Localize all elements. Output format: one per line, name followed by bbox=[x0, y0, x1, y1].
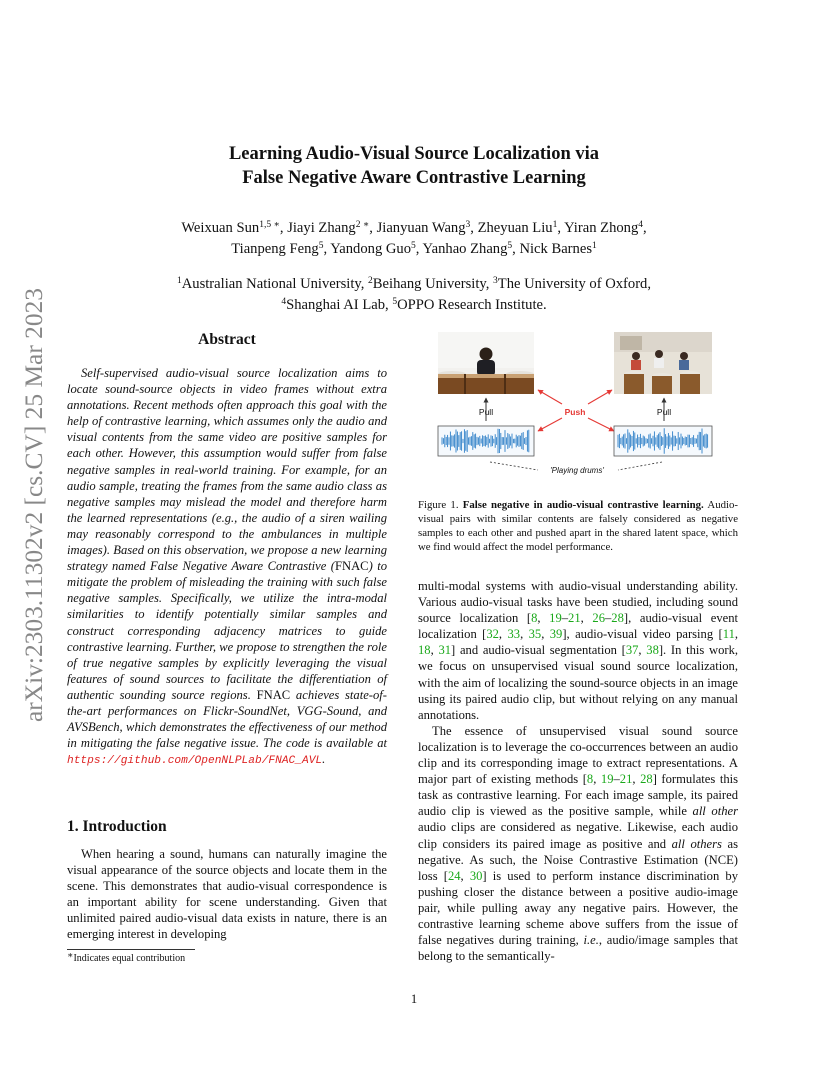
audio-class-label: 'Playing drums' bbox=[550, 466, 604, 475]
citation[interactable]: 39 bbox=[549, 627, 563, 642]
pull-label-left: Pull bbox=[478, 407, 494, 417]
right-column bbox=[418, 578, 738, 964]
author-name: Zheyuan Liu bbox=[477, 220, 553, 236]
affil-sup: 2 bbox=[368, 276, 373, 286]
intro-body: When hearing a sound, humans can naturally imagine the visual appearance of the source objects and locate them in the scene. This demonstrates that audio-visual correspondence is an important ability for scene understanding. Given that unlimited paired audio-visual data exists in nature, there is an emerging interest in developing bbox=[67, 847, 387, 942]
abstract-text: achieves state-of-the-art performances on Flickr-SoundNet, VGG-Sound, and AVSBench, which demonstrates the effectiveness of our method in mitigating the false negative issue. The code is available at bbox=[67, 687, 387, 751]
abstract-body bbox=[67, 365, 387, 769]
text-run: – bbox=[605, 611, 612, 626]
text-run: , bbox=[593, 772, 601, 787]
emphasis: all others bbox=[671, 836, 722, 851]
footnote-mark: ∗ bbox=[67, 951, 74, 961]
citation[interactable]: 18 bbox=[418, 643, 431, 658]
text-run: , bbox=[537, 611, 550, 626]
footnote-text: Indicates equal contribution bbox=[73, 953, 186, 964]
citation[interactable]: 38 bbox=[646, 643, 659, 658]
affil-sup: 4 bbox=[281, 297, 287, 307]
author-sup: 1 bbox=[552, 220, 558, 230]
affil-name: Beihang University bbox=[372, 276, 486, 292]
abstract-text: Self-supervised audio-visual source localization aims to locate sound-source objects in video frames without extra annotations. Recent methods often approach this goal with the help of contrastive learning, which assumes only the audio and visual contents from the same video are positive samples for each other. However, this assumption would suffer from false negative samples in real-world training. For example, for an audio sample, treating the frames from the same audio class as negative samples may mislead the model and therefore harm the learned representations (e.g., the audio of a siren wailing may reasonably correspond to the ambulances in multiple images). Based on this observation, we propose a new learning strategy named False Negative Aware Contrastive ( bbox=[67, 366, 387, 574]
citation[interactable]: 19 bbox=[549, 611, 562, 626]
fnac-name: FNAC bbox=[334, 559, 369, 574]
affil-sup: 1 bbox=[176, 276, 182, 286]
page-number: 1 bbox=[410, 992, 418, 1006]
arxiv-id: arXiv:2303.11302v2 [cs.CV] 25 Mar 2023 bbox=[21, 295, 48, 722]
text-run: , audio/image samples that belong to the semantically- bbox=[418, 933, 738, 964]
paragraph bbox=[418, 578, 738, 723]
title-line-2: False Negative Aware Contrastive Learning bbox=[242, 168, 586, 188]
push-label: Push bbox=[564, 407, 586, 417]
intro-heading: 1. Introduction bbox=[67, 818, 167, 835]
text-run: ] formulates this task as contrastive learning. For each image sample, its paired audio clip is viewed as the positive sample, while bbox=[418, 772, 739, 819]
code-link[interactable]: https://github.com/OpenNLPLab/FNAC_AVL bbox=[67, 755, 323, 768]
affil-name: Shanghai AI Lab bbox=[286, 297, 386, 313]
text-run: ], audio-visual event localization [ bbox=[418, 611, 739, 642]
citation[interactable]: 19 bbox=[600, 772, 614, 787]
emphasis: i.e. bbox=[583, 933, 599, 948]
abstract-heading: Abstract bbox=[198, 331, 256, 348]
author-sup: 1,5 ∗ bbox=[259, 220, 280, 230]
text-run: ] and audio-visual segmentation [ bbox=[451, 643, 626, 658]
text-run: The essence of unsupervised visual sound source localization is to leverage the co-occurrences between an audio clip and its corresponding image to extract representations. A major part of existing methods [ bbox=[418, 723, 738, 787]
text-run: , bbox=[430, 643, 439, 658]
author-name: Weixuan Sun bbox=[181, 220, 260, 236]
citation[interactable]: 24 bbox=[447, 868, 461, 883]
footnote-rule bbox=[67, 949, 195, 950]
text-run: ] is used to perform instance discrimination by pushing closer the distance between a positive audio-image pair, while pulling away any negative pairs. However, the contrastive learning scheme above suffers from the issue of false negatives during training, bbox=[418, 868, 739, 948]
citation[interactable]: 8 bbox=[586, 772, 594, 787]
fnac-name: FNAC bbox=[256, 687, 291, 702]
text-run: ], audio-visual video parsing [ bbox=[562, 627, 723, 642]
author-sup: 3 bbox=[465, 220, 471, 230]
author-sup: 2 ∗ bbox=[355, 220, 370, 230]
title-line-1: Learning Audio-Visual Source Localization via bbox=[228, 144, 600, 164]
author-name: Jiayi Zhang bbox=[287, 220, 356, 236]
text-run: – bbox=[613, 772, 620, 787]
author-name: Yandong Guo bbox=[330, 241, 412, 257]
paper-title bbox=[0, 142, 828, 190]
pull-label-right: Pull bbox=[656, 407, 672, 417]
citation[interactable]: 32 bbox=[486, 627, 499, 642]
arxiv-stamp bbox=[10, 286, 52, 722]
citation[interactable]: 33 bbox=[507, 627, 521, 642]
affil-name: The University of Oxford bbox=[497, 276, 648, 292]
citation[interactable]: 35 bbox=[528, 627, 542, 642]
author-list: Weixuan Sun$^{1,5 ∗}$, Jiayi Zhang$^{2 ∗}$, Jianyuan Wang$^3$, Zheyuan Liu$^1$, Yiran Zhong$^4$, Tianpeng Feng$^5$, Yandong Guo$^5$, Yanhao Zhang$^5$, Nick Barnes$^1$ bbox=[181, 220, 647, 257]
affil-sup: 5 bbox=[392, 297, 398, 307]
text-run: , bbox=[734, 627, 739, 642]
text-run: audio clips are considered as negative. Likewise, each audio clip considers its paired image as positive and bbox=[418, 820, 738, 851]
citation[interactable]: 8 bbox=[531, 611, 538, 626]
text-run: , bbox=[632, 772, 641, 787]
author-sup: 1 bbox=[592, 241, 597, 251]
figure-1 bbox=[434, 330, 736, 480]
author-name: Yiran Zhong bbox=[564, 220, 639, 236]
footnote bbox=[67, 953, 185, 964]
author-sup: 5 bbox=[411, 241, 416, 251]
waveform-left-box bbox=[438, 426, 534, 456]
emphasis: all other bbox=[692, 804, 738, 819]
author-name: Nick Barnes bbox=[519, 241, 592, 257]
citation[interactable]: 21 bbox=[568, 611, 581, 626]
citation[interactable]: 30 bbox=[469, 868, 483, 883]
affil-name: Australian National University bbox=[181, 276, 361, 292]
text-run: as negative. As such, the Noise Contrastive Estimation (NCE) loss [ bbox=[418, 836, 739, 883]
author-sup: 4 bbox=[638, 220, 644, 230]
citation[interactable]: 28 bbox=[640, 772, 653, 787]
citation[interactable]: 21 bbox=[619, 772, 633, 787]
text-run: – bbox=[561, 611, 569, 626]
affil-name: OPPO Research Institute. bbox=[397, 297, 547, 313]
dashed-link-left bbox=[490, 462, 538, 470]
text-run: , bbox=[541, 627, 550, 642]
text-run: , bbox=[638, 643, 647, 658]
citation[interactable]: 11 bbox=[722, 627, 735, 642]
photo-left bbox=[438, 332, 534, 394]
caption-text: Audio-visual pairs with similar contents are falsely considered as negative samples to each other and pushed apart in the shared latent space, which we find would affect the model performance. bbox=[418, 499, 738, 553]
text-run: , bbox=[520, 627, 529, 642]
photo-right bbox=[614, 332, 712, 394]
author-name: Tianpeng Feng bbox=[231, 241, 319, 257]
abstract-end: . bbox=[322, 752, 326, 767]
citation[interactable]: 37 bbox=[625, 643, 639, 658]
author-name: Jianyuan Wang bbox=[376, 220, 466, 236]
citation[interactable]: 26 bbox=[592, 611, 605, 626]
text-run: multi-modal systems with audio-visual understanding ability. Various audio-visual tasks have been studied, including sound source localization [ bbox=[418, 579, 738, 626]
text-run: , bbox=[460, 868, 470, 883]
text-run: ]. In this work, we focus on unsupervised visual sound source localization, with the aim of localizing the sound-source objects in an image using its paired audio clip, but without relying on any manual annotations. bbox=[418, 643, 739, 722]
author-name: Yanhao Zhang bbox=[422, 241, 508, 257]
caption-label: Figure 1. bbox=[418, 499, 459, 511]
affiliation-list: $^1$Australian National University, $^2$Beihang University, $^3$The University of Oxford, $^4$Shanghai AI Lab, $^5$OPPO Research Institute. bbox=[176, 276, 652, 313]
dashed-link-right bbox=[618, 462, 662, 470]
citation[interactable]: 28 bbox=[611, 611, 624, 626]
text-run: , bbox=[580, 611, 593, 626]
affil-sup: 3 bbox=[493, 276, 498, 286]
citation[interactable]: 31 bbox=[438, 643, 452, 658]
caption-bold: False negative in audio-visual contrastive learning. bbox=[462, 499, 704, 511]
paragraph bbox=[418, 723, 738, 964]
author-sup: 5 bbox=[507, 241, 513, 251]
figure-caption bbox=[418, 498, 738, 554]
author-sup: 5 bbox=[318, 241, 324, 251]
abstract-text: ) to mitigate the problem of misleading the training with such false negative samples. Specifically, we utilize the intra-modal similarities to identify potentially similar samples and construct corresponding adjacency matrices to guide contrastive learning. Further, we propose to strengthen the role of true negative samples by explicitly leveraging the visual features of sound sources to facilitate the differentiation of authentic sounding source regions. bbox=[67, 559, 388, 702]
text-run: , bbox=[498, 627, 508, 642]
